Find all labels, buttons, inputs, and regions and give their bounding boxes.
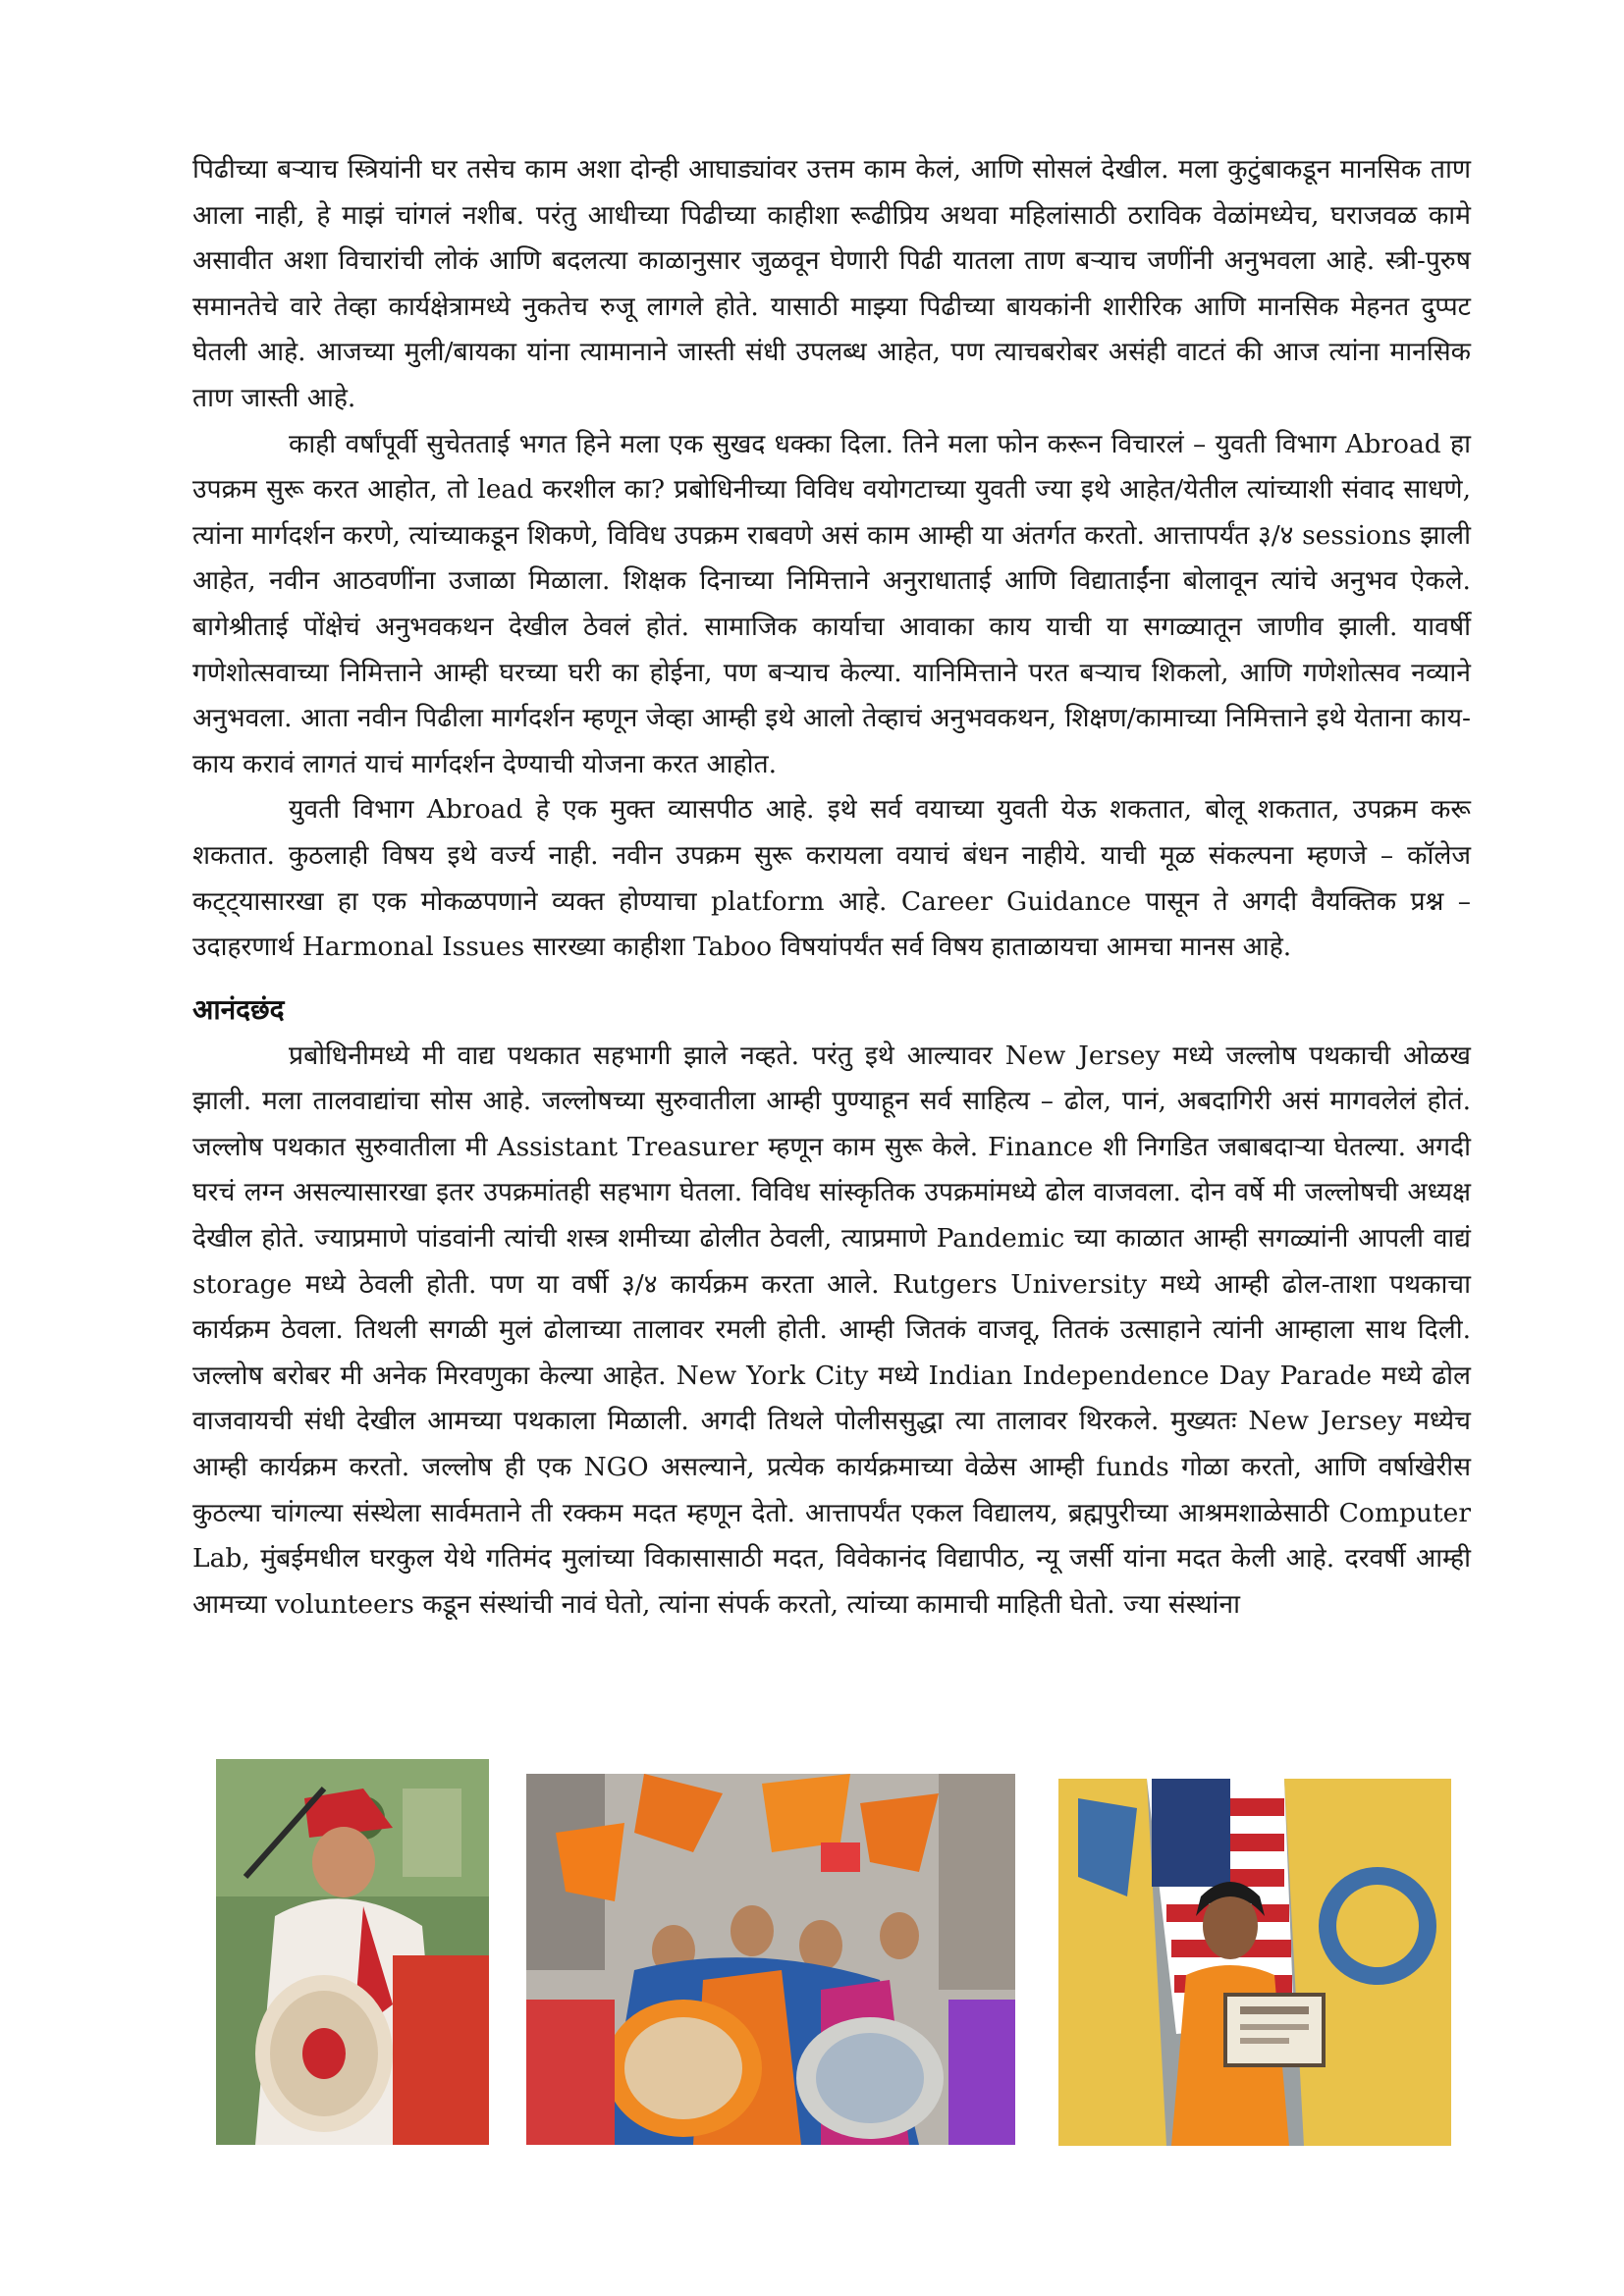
paragraph: पिढीच्या बऱ्याच स्त्रियांनी घर तसेच काम अशा दोन्ही आघाड्यांवर उत्तम काम केलं, आणि सोसलं देखील. मला कुटुंबाकडून मानसिक ताण आला नाही, हे माझं चांगलं नशीब. परंतु आधीच्या पिढीच्या काहीशा रूढीप्रिय अथवा महिलांसाठी ठराविक वेळांमध्येच, घराजवळ कामे असावीत अशा विचारांची लोकं आणि बदलत्या काळानुसार जुळवून घेणारी पिढी यातला ताण बऱ्याच जणींनी अनुभवला आहे. स्त्री-पुरुष समानतेचे वारे तेव्हा कार्यक्षेत्रामध्ये नुकतेच रुजू लागले होते. यासाठी माझ्या पिढीच्या बायकांनी शारीरिक आणि मानसिक मेहनत दुप्पट घेतली आहे. आजच्या मुली/बायका यांना त्यामानाने जास्ती संधी उपलब्ध आहेत, पण त्याचबरोबर असंही वाटतं की आज त्यांना मानसिक ताण जास्ती आहे.: [192, 154, 1471, 413]
article-body: [192, 147, 1471, 1628]
photo-dhol-player-icon: [216, 1759, 489, 2145]
award-flags-photo: [1058, 1779, 1451, 2146]
parade-group-photo: [526, 1774, 1015, 2145]
paragraph: युवती विभाग Abroad हे एक मुक्त व्यासपीठ आहे. इथे सर्व वयाच्या युवती येऊ शकतात, बोलू शकतात, उपक्रम करू शकतात. कुठलाही विषय इथे वर्ज्य नाही. नवीन उपक्रम सुरू करायला वयाचं बंधन नाहीये. याची मूळ संकल्पना म्हणजे – कॉलेज कट्ट्यासारखा हा एक मोकळपणाने व्यक्त होण्याचा platform आहे. Career Guidance पासून ते अगदी वैयक्तिक प्रश्न – उदाहरणार्थ Harmonal Issues सारख्या काहीशा Taboo विषयांपर्यंत सर्व विषय हाताळायचा आमचा मानस आहे.: [192, 794, 1471, 963]
photo-award-flags-icon: [1058, 1779, 1451, 2146]
dhol-player-photo: [216, 1759, 489, 2145]
section-heading: आनंदछंद: [192, 992, 285, 1026]
photo-parade-group-icon: [526, 1774, 1015, 2145]
paragraph: प्रबोधिनीमध्ये मी वाद्य पथकात सहभागी झाले नव्हते. परंतु इथे आल्यावर New Jersey मध्ये जल्लोष पथकाची ओळख झाली. मला तालवाद्यांचा सोस आहे. जल्लोषच्या सुरुवातीला आम्ही पुण्याहून सर्व साहित्य – ढोल, पानं, अबदागिरी असं मागवलेलं होतं. जल्लोष पथकात सुरुवातीला मी Assistant Treasurer म्हणून काम सुरू केले. Finance शी निगडित जबाबदाऱ्या घेतल्या. अगदी घरचं लग्न असल्यासारखा इतर उपक्रमांतही सहभाग घेतला. विविध सांस्कृतिक उपक्रमांमध्ये ढोल वाजवला. दोन वर्षे मी जल्लोषची अध्यक्ष देखील होते. ज्याप्रमाणे पांडवांनी त्यांची शस्त्र शमीच्या ढोलीत ठेवली, त्याप्रमाणे Pandemic च्या काळात आम्ही सगळ्यांनी आपली वाद्यं storage मध्ये ठेवली होती. पण या वर्षी ३/४ कार्यक्रम करता आले. Rutgers University मध्ये आम्ही ढोल-ताशा पथकाचा कार्यक्रम ठेवला. तिथली सगळी मुलं ढोलाच्या तालावर रमली होती. आम्ही जितकं वाजवू, तितकं उत्साहाने त्यांनी आम्हाला साथ दिली. जल्लोष बरोबर मी अनेक मिरवणुका केल्या आहेत. New York City मध्ये Indian Independence Day Parade मध्ये ढोल वाजवायची संधी देखील आमच्या पथकाला मिळाली. अगदी तिथले पोलीससुद्धा त्या तालावर थिरकले. मुख्यतः New Jersey मध्येच आम्ही कार्यक्रम करतो. जल्लोष ही एक NGO असल्याने, प्रत्येक कार्यक्रमाच्या वेळेस आम्ही funds गोळा करतो, आणि वर्षाखेरीस कुठल्या चांगल्या संस्थेला सार्वमताने ती रक्कम मदत म्हणून देतो. आत्तापर्यंत एकल विद्यालय, ब्रह्मपुरीच्या आश्रमशाळेसाठी Computer Lab, मुंबईमधील घरकुल येथे गतिमंद मुलांच्या विकासासाठी मदत, विवेकानंद विद्यापीठ, न्यू जर्सी यांना मदत केली आहे. दरवर्षी आम्ही आमच्या volunteers कडून संस्थांची नावं घेतो, त्यांना संपर्क करतो, त्यांच्या कामाची माहिती घेतो. ज्या संस्थांना: [192, 1040, 1471, 1620]
paragraph: काही वर्षांपूर्वी सुचेतताई भगत हिने मला एक सुखद धक्का दिला. तिने मला फोन करून विचारलं – युवती विभाग Abroad हा उपक्रम सुरू करत आहोत, तो lead करशील का? प्रबोधिनीच्या विविध वयोगटाच्या युवती ज्या इथे आहेत/येतील त्यांच्याशी संवाद साधणे, त्यांना मार्गदर्शन करणे, त्यांच्याकडून शिकणे, विविध उपक्रम राबवणे असं काम आम्ही या अंतर्गत करतो. आत्तापर्यंत ३/४ sessions झाली आहेत, नवीन आठवणींना उजाळा मिळाला. शिक्षक दिनाच्या निमित्ताने अनुराधाताई आणि विद्याताईंना बोलावून त्यांचे अनुभव ऐकले. बागेश्रीताई पोंक्षेचं अनुभवकथन देखील ठेवलं होतं. सामाजिक कार्याचा आवाका काय याची या सगळ्यातून जाणीव झाली. यावर्षी गणेशोत्सवाच्या निमित्ताने आम्ही घरच्या घरी का होईना, पण बऱ्याच केल्या. यानिमित्ताने परत बऱ्याच शिकलो, आणि गणेशोत्सव नव्याने अनुभवला. आता नवीन पिढीला मार्गदर्शन म्हणून जेव्हा आम्ही इथे आलो तेव्हाचं अनुभवकथन, शिक्षण/कामाच्या निमित्ताने इथे येताना काय-काय करावं लागतं याचं मार्गदर्शन देण्याची योजना करत आहोत.: [192, 428, 1471, 779]
